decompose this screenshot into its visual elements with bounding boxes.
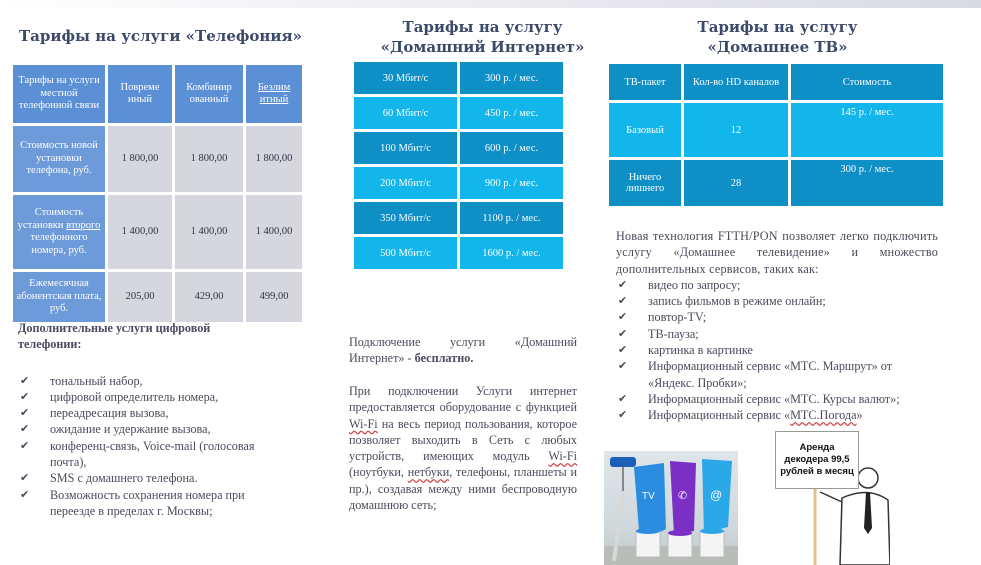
check-icon: ✔ <box>618 392 628 405</box>
table-header: Безлим итный <box>257 81 291 105</box>
table-row <box>13 126 302 192</box>
check-icon: ✔ <box>618 409 628 422</box>
price-cell: 1600 р. / мес. <box>460 237 563 269</box>
check-icon: ✔ <box>20 439 30 452</box>
paint-illustration <box>604 451 738 565</box>
row-label: Стоимость установки второго телефонного номера, руб. <box>13 195 105 269</box>
internet-title: Тарифы на услугу «Домашний Интернет» <box>380 18 585 56</box>
paint-drawing <box>604 451 738 565</box>
table-row <box>609 64 943 100</box>
list-item: ✔ Информационный сервис «МТС. Курсы валют»; <box>618 391 900 406</box>
list-item: ✔ Информационный сервис «МТС. Маршрут» от «Яндекс. Пробки»; <box>618 359 893 390</box>
extra-services-title: Дополнительные услуги цифровой телефонии: <box>18 321 211 352</box>
row-label: Ежемесячная абонентская плата, руб. <box>13 272 105 322</box>
check-icon: ✔ <box>20 423 30 436</box>
speed-cell: 60 Мбит/с <box>354 97 457 129</box>
tv-tariff-table <box>606 61 946 209</box>
decoder-rent-sign: Аренда декодера 99,5 рублей в месяц <box>775 431 859 489</box>
table-row <box>609 103 943 157</box>
table-header: Повреме нный <box>108 65 172 123</box>
table-row <box>609 160 943 206</box>
check-icon: ✔ <box>618 360 628 373</box>
list-item: ✔ тональный набор, <box>20 373 143 388</box>
table-header: Комбинир ованный <box>175 65 243 123</box>
table-row <box>13 195 302 269</box>
internet-connection-text: Подключение услуги «Домашний Интернет» - бесплатно. <box>349 335 577 366</box>
table-cell: 1 400,00 <box>108 195 172 269</box>
table-row <box>354 132 563 164</box>
list-item: ✔ видео по запросу; <box>618 277 741 292</box>
price-cell: 300 р. / мес. <box>460 62 563 94</box>
check-icon: ✔ <box>618 311 628 324</box>
list-item: ✔ переадресация вызова, <box>20 406 169 421</box>
list-item: ✔ повтор-TV; <box>618 310 707 325</box>
top-decor-bar <box>0 0 981 8</box>
tv-services-block <box>616 228 938 424</box>
speed-cell: 30 Мбит/с <box>354 62 457 94</box>
check-icon: ✔ <box>20 390 30 403</box>
list-item: ✔ Возможность сохранения номера при переезде в пределах г. Москвы; <box>20 487 245 518</box>
speed-cell: 200 Мбит/с <box>354 167 457 199</box>
price-cell: 450 р. / мес. <box>460 97 563 129</box>
check-icon: ✔ <box>618 295 628 308</box>
package-cell: Базовый <box>609 103 681 157</box>
table-header: ТВ-пакет <box>609 64 681 100</box>
table-row <box>354 237 563 269</box>
check-icon: ✔ <box>618 278 628 291</box>
tv-intro: Новая технология FTTH/PON позволяет легко подключить услугу «Домашнее телевидение» и множество дополнительных сервисов, таких как: <box>616 229 938 276</box>
internet-wifi-text: При подключении Услуги интернет предоставляется оборудование с функцией Wi-Fi на весь период пользования, которое позволяет выходить в Сеть с любых устройств, имеющих модуль Wi-Fi (ноутбуки, нетбуки, телефоны, планшеты и пр.), создавая между ними беспроводную домашнюю сеть; <box>349 384 577 513</box>
price-cell: 600 р. / мес. <box>460 132 563 164</box>
check-icon: ✔ <box>20 488 30 501</box>
table-header: Стоимость <box>791 64 943 100</box>
tv-title: Тарифы на услугу «Домашнее ТВ» <box>697 18 858 56</box>
check-icon: ✔ <box>20 374 30 387</box>
extra-services-list <box>18 373 263 520</box>
list-item: ✔ Информационный сервис «МТС.Погода» <box>618 408 863 423</box>
list-item: ✔ ТВ-пауза; <box>618 326 699 341</box>
package-cell: Ничего лишнего <box>609 160 681 206</box>
list-item: ✔ конференц-связь, Voice-mail (голосовая почта), <box>20 438 255 470</box>
table-row <box>354 97 563 129</box>
telephony-tariff-table <box>10 62 305 325</box>
table-cell: 1 800,00 <box>246 126 302 192</box>
extra-services-block <box>18 320 263 519</box>
table-row <box>354 167 563 199</box>
table-cell: 205,00 <box>108 272 172 322</box>
table-cell: 1 400,00 <box>175 195 243 269</box>
price-cell: 300 р. / мес. <box>791 160 943 206</box>
table-row <box>354 202 563 234</box>
table-cell: 1 400,00 <box>246 195 302 269</box>
table-header: Тарифы на услуги местной телефонной связи <box>13 65 105 123</box>
list-item: ✔ картинка в картинке <box>618 343 753 358</box>
speed-cell: 350 Мбит/с <box>354 202 457 234</box>
table-cell: 429,00 <box>175 272 243 322</box>
check-icon: ✔ <box>20 407 30 420</box>
paint-label: TV <box>642 491 655 502</box>
table-header: Кол-во HD каналов <box>684 64 788 100</box>
speed-cell: 100 Мбит/с <box>354 132 457 164</box>
row-label: Стоимость новой установки телефона, руб. <box>13 126 105 192</box>
hd-cell: 12 <box>684 103 788 157</box>
check-icon: ✔ <box>618 327 628 340</box>
table-cell: 1 800,00 <box>108 126 172 192</box>
price-cell: 1100 р. / мес. <box>460 202 563 234</box>
table-row <box>354 62 563 94</box>
table-row <box>13 272 302 322</box>
telephony-title: Тарифы на услуги «Телефония» <box>19 27 302 45</box>
price-cell: 145 р. / мес. <box>791 103 943 157</box>
list-item: ✔ цифровой определитель номера, <box>20 389 219 404</box>
hd-cell: 28 <box>684 160 788 206</box>
paint-label: ✆ <box>678 489 688 502</box>
tv-services-list <box>616 277 938 424</box>
check-icon: ✔ <box>20 472 30 485</box>
list-item: ✔ ожидание и удержание вызова, <box>20 422 211 437</box>
paint-label: @ <box>710 488 723 502</box>
table-cell: 499,00 <box>246 272 302 322</box>
list-item: ✔ запись фильмов в режиме онлайн; <box>618 294 826 309</box>
internet-tariff-table <box>351 59 566 272</box>
list-item: ✔ SMS с домашнего телефона. <box>20 471 198 486</box>
check-icon: ✔ <box>618 344 628 357</box>
table-cell: 1 800,00 <box>175 126 243 192</box>
speed-cell: 500 Мбит/с <box>354 237 457 269</box>
price-cell: 900 р. / мес. <box>460 167 563 199</box>
